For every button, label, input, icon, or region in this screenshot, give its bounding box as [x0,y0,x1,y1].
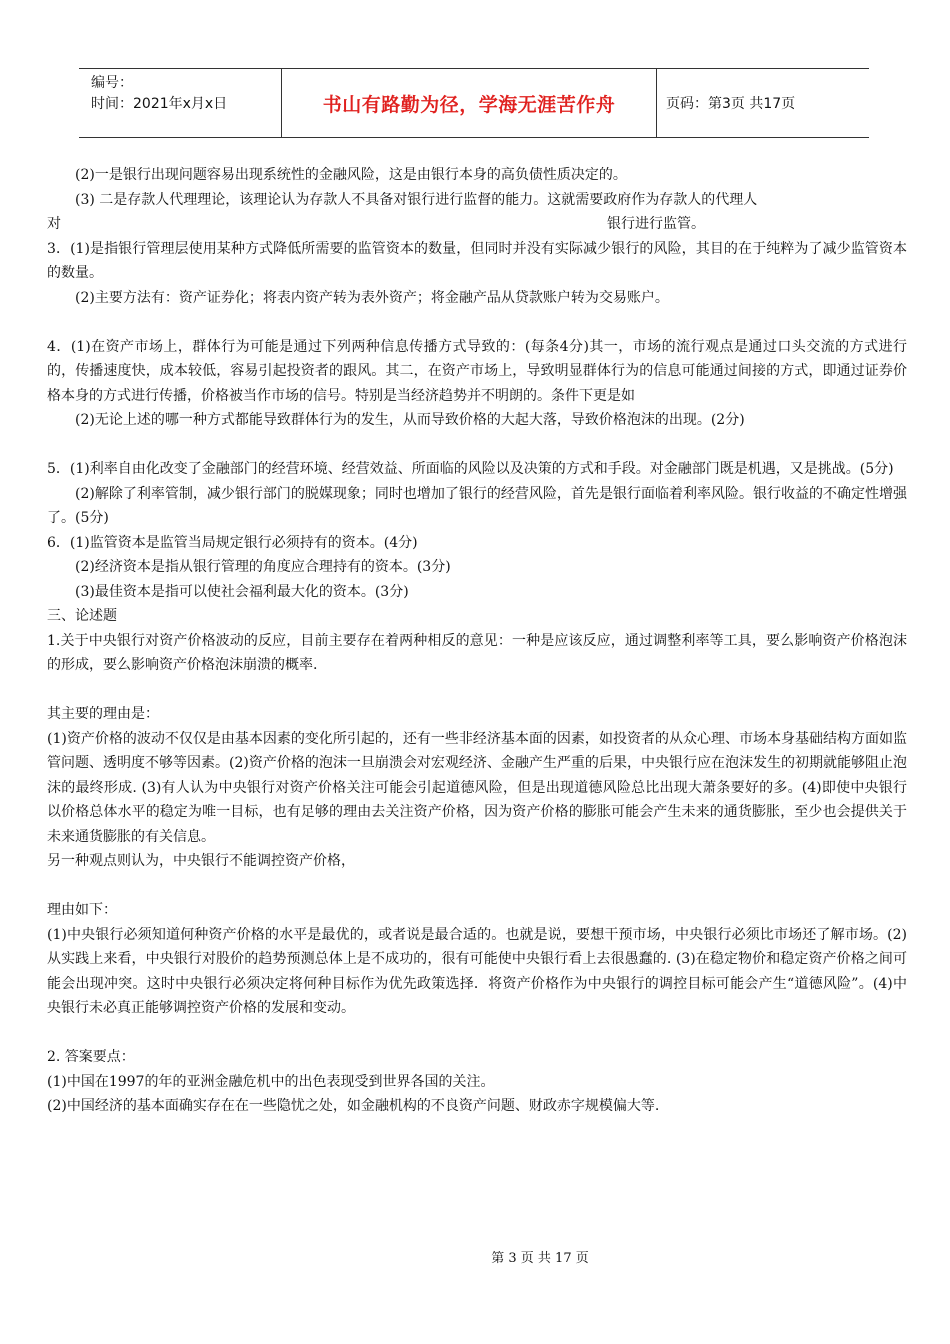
paragraph-split [47,212,907,237]
page-footer: 第 3 页 共 17 页 [491,1251,589,1266]
paragraph: 1.关于中央银行对资产价格波动的反应，目前主要存在着两种相反的意见：一种是应该反应，通过调整利率等工具，要么影响资产价格泡沫的形成，要么影响资产价格泡沫崩溃的概率. [47,632,907,673]
paragraph: 另一种观点则认为，中央银行不能调控资产价格， [47,853,355,869]
header-page-cell [656,69,869,137]
paragraph: 6．(1)监管资本是监管当局规定银行必须持有的资本。(4分) [47,534,418,551]
section-heading: 三、论述题 [47,608,117,624]
paragraph: (2)一是银行出现问题容易出现系统性的金融风险，这是由银行本身的高负债性质决定的。 [75,167,627,183]
page-header [79,68,869,138]
header-page-number: 页码：第3页 共17页 [666,96,796,112]
paragraph: 3．(1)是指银行管理层使用某种方式降低所需要的监管资本的数量，但同时并没有实际减少银行的风险，其目的在于纯粹为了减少监管资本的数量。 [47,240,907,281]
header-motto-cell [281,69,657,137]
paragraph: 理由如下： [47,902,117,918]
paragraph: (3) 二是存款人代理理论，该理论认为存款人不具备对银行进行监督的能力。这就需要政府作为存款人的代理人 [75,191,758,208]
paragraph: (2)解除了利率管制，减少银行部门的脱媒现象；同时也增加了银行的经营风险，首先是银行面临着利率风险。银行收益的不确定性增强了。(5分) [47,485,907,526]
text-fragment: 对 [47,216,61,232]
paragraph: 其主要的理由是： [47,706,159,722]
header-meta [79,69,281,137]
text-fragment: 银行进行监管。 [607,216,705,232]
paragraph: (1)中国在1997的年的亚洲金融危机中的出色表现受到世界各国的关注。 [47,1073,495,1090]
paragraph: (2)主要方法有：资产证券化；将表内资产转为表外资产；将金融产品从贷款账户转为交易账户。 [75,289,669,306]
header-motto: 书山有路勤为径，学海无涯苦作舟 [322,93,616,116]
paragraph: 4．(1)在资产市场上，群体行为可能是通过下列两种信息传播方式导致的：(每条4分)其一，市场的流行观点是通过口头交流的方式进行的，传播速度快，成本较低，容易引起投资者的跟风。其二，在资产市场上，导致明显群体行为的信息可能通过间接的方式，即通过证券价格本身的方式进行传播，价格被当作市场的信号。特别是当经济趋势并不明朗的。条件下更是如 [47,338,907,404]
paragraph: (2)无论上述的哪一种方式都能导致群体行为的发生，从而导致价格的大起大落，导致价格泡沫的出现。(2分) [75,412,745,428]
paragraph: 5．(1)利率自由化改变了金融部门的经营环境、经营效益、所面临的风险以及决策的方式和手段。对金融部门既是机遇，又是挑战。(5分) [47,461,894,477]
paragraph: (3)最佳资本是指可以使社会福利最大化的资本。(3分) [75,583,409,600]
document-body [47,163,907,1119]
paragraph: 2. 答案要点： [47,1049,135,1065]
paragraph: (2)中国经济的基本面确实存在在一些隐忧之处，如金融机构的不良资产问题、财政赤字规模偏大等. [47,1098,660,1114]
paragraph: (2)经济资本是指从银行管理的角度应合理持有的资本。(3分) [75,559,451,575]
paragraph: (1)中央银行必须知道何种资产价格的水平是最优的，或者说是最合适的。也就是说，要想干预市场，中央银行必须比市场还了解市场。(2)从实践上来看，中央银行对股价的趋势预测总体上是不成功的，很有可能使中央银行看上去很愚蠢的. (3)在稳定物价和稳定资产价格之间可能会出现冲突。这时中央银行必须决定将何种目标作为优先政策选择．将资产价格作为中央银行的调控目标可能会产生“道德风险”。(4)中央银行未必真正能够调控资产价格的发展和变动。 [47,926,907,1016]
paragraph: (1)资产价格的波动不仅仅是由基本因素的变化所引起的，还有一些非经济基本面的因素，如投资者的从众心理、市场本身基础结构方面如监管问题、透明度不够等因素。(2)资产价格的泡沫一旦崩溃会对宏观经济、金融产生严重的后果，中央银行应在泡沫发生的初期就能够阻止泡沫的最终形成. (3)有人认为中央银行对资产价格关注可能会引起道德风险，但是出现道德风险总比出现大萧条要好的多。(4)即使中央银行以价格总体水平的稳定为唯一目标，也有足够的理由去关注资产价格，因为资产价格的膨胀可能会产生未来的通货膨胀，至少也会提供关于未来通货膨胀的有关信息。 [47,730,907,845]
document-time-label: 时间：2021年x月x日 [91,96,228,112]
document-number-label: 编号： [91,75,133,91]
